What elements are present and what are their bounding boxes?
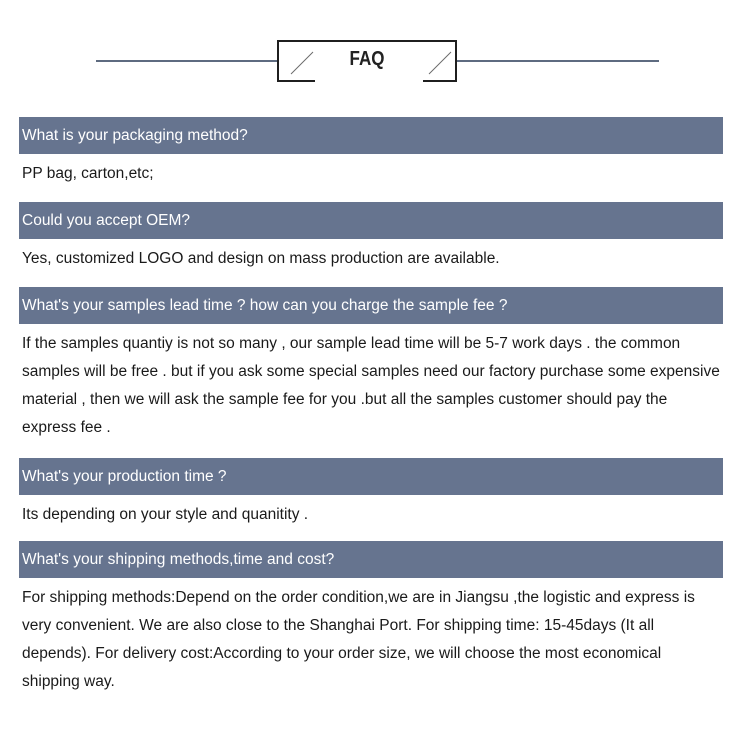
faq-title-frame <box>277 40 457 82</box>
faq-answer: PP bag, carton,etc; <box>22 165 154 182</box>
faq-question: What's your production time ? <box>19 458 723 495</box>
faq-list <box>19 117 723 704</box>
faq-question: What's your samples lead time ? how can you charge the sample fee ? <box>19 287 723 324</box>
faq-question: What's your shipping methods,time and cost? <box>19 541 723 578</box>
faq-answer: If the samples quantiy is not so many , our sample lead time will be 5-7 work days . the common samples will be free . but if you ask some special samples need our factory purchase some expensive material , then we will ask the sample fee for you .but all the samples customer should pay the express fee . <box>22 335 720 436</box>
frame-bottom-left-line <box>277 80 315 82</box>
header-rule-right <box>451 60 659 62</box>
faq-answer: Yes, customized LOGO and design on mass production are available. <box>22 250 500 267</box>
faq-item <box>19 117 723 202</box>
faq-item <box>19 202 723 287</box>
frame-bottom-right-line <box>423 80 457 82</box>
faq-title: FAQ <box>349 48 385 70</box>
faq-item <box>19 541 723 704</box>
faq-answer: For shipping methods:Depend on the order condition,we are in Jiangsu ,the logistic and express is very convenient. We are also close to the Shanghai Port. For shipping time: 15-45days (It all depends). For delivery cost:According to your order size, we will choose the most economical shipping way. <box>22 589 695 690</box>
faq-header <box>0 0 750 100</box>
faq-question: What is your packaging method? <box>19 117 723 154</box>
header-rule-left <box>96 60 284 62</box>
faq-question: Could you accept OEM? <box>19 202 723 239</box>
faq-item <box>19 287 723 458</box>
faq-answer: Its depending on your style and quanitity . <box>22 506 309 523</box>
faq-item <box>19 458 723 541</box>
